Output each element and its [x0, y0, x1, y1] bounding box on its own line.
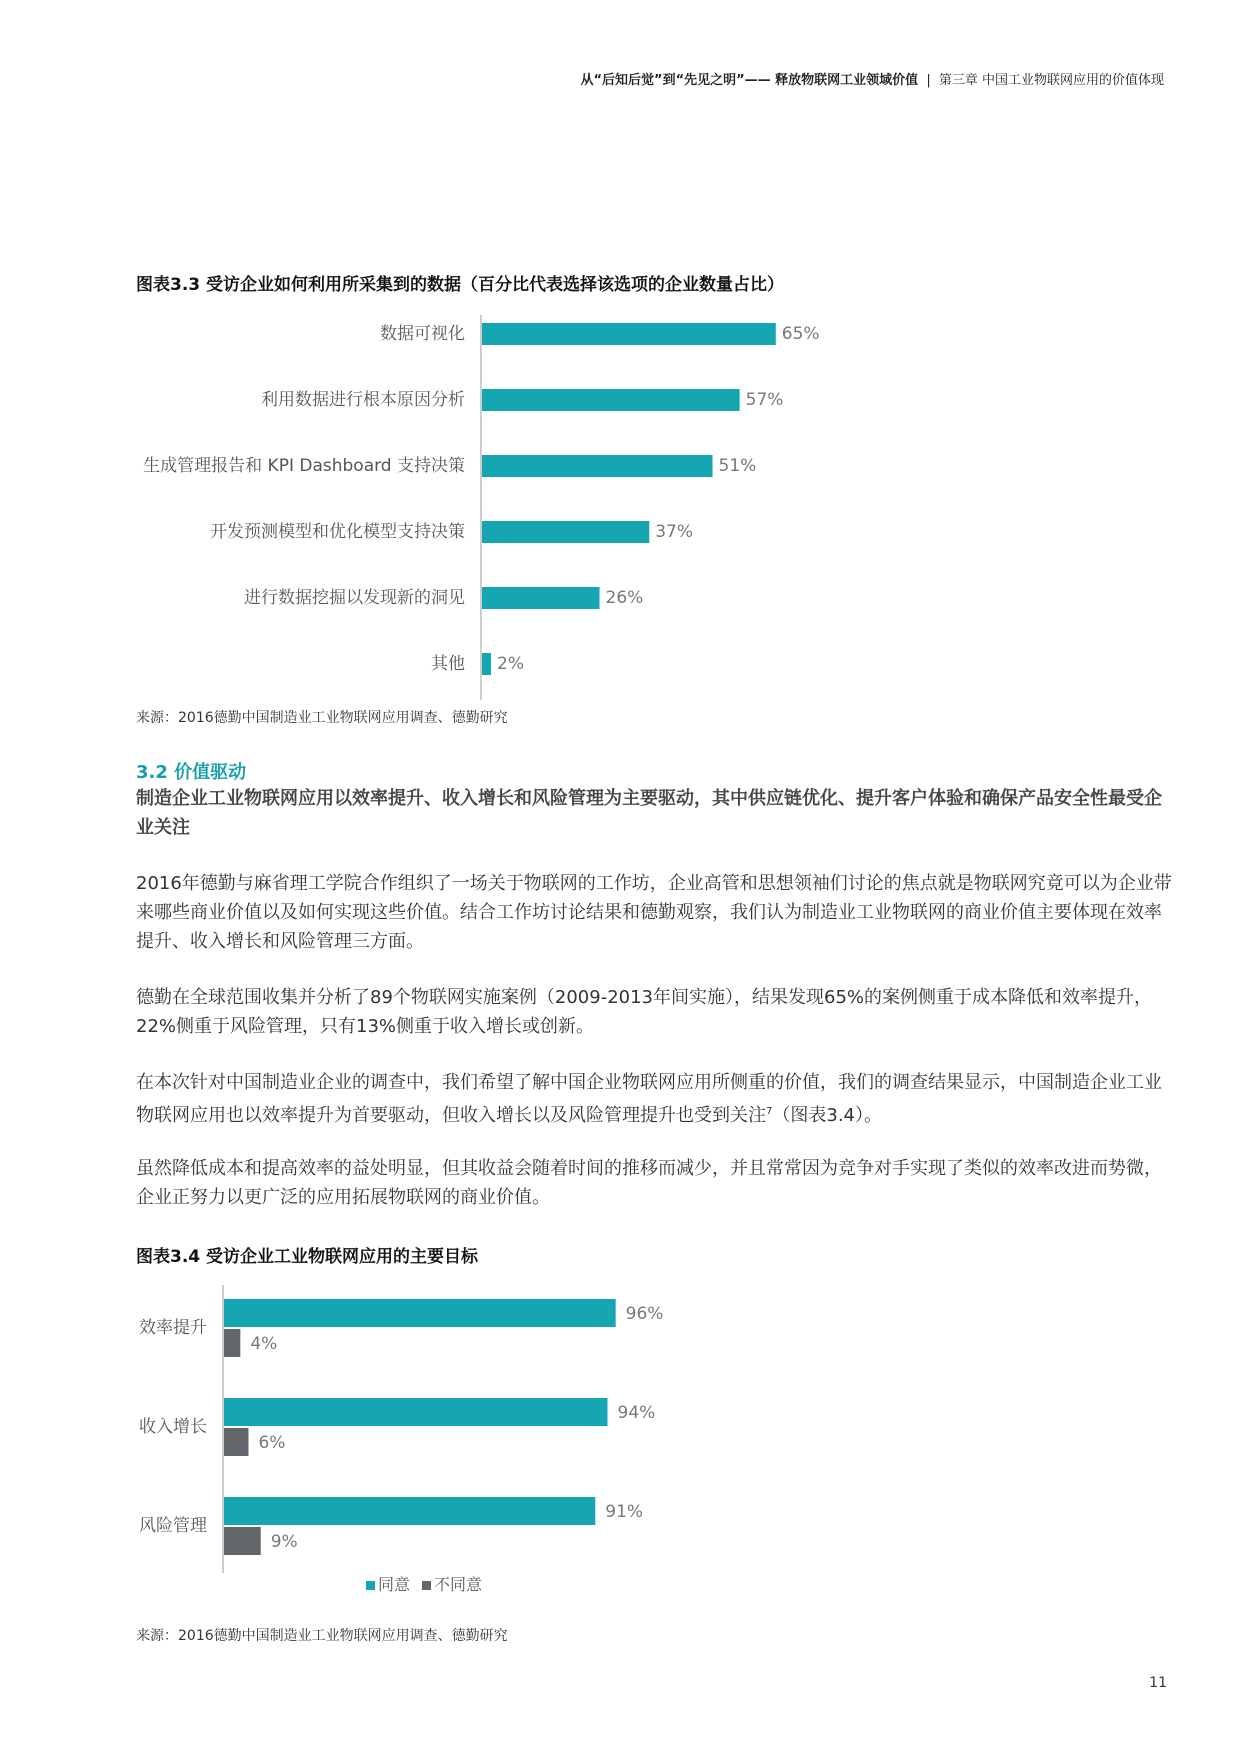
paragraph-1: 2016年德勤与麻省理工学院合作组织了一场关于物联网的工作坊，企业高管和思想领袖们讨论的焦点就是物联网究竟可以为企业带来哪些商业价值以及如何实现这些价值。结合工作坊讨论结果和德勤观察，我们认为制造业工业物联网的商业价值主要体现在效率提升、收入增长和风险管理三方面。 [136, 873, 1172, 952]
chapter-title: 第三章 中国工业物联网应用的价值体现 [938, 73, 1164, 88]
legend-swatch-disagree [422, 1581, 431, 1590]
chart-2-bar-disagree [224, 1428, 248, 1456]
figure-3-3-chart [0, 315, 1240, 710]
chart-2-bar-agree [224, 1398, 608, 1426]
figure-3-3-source: 来源：2016德勤中国制造业工业物联网应用调查、德勤研究 [136, 710, 508, 726]
chart-1-value-label: 26% [605, 588, 644, 608]
chart-2-category-label: 收入增长 [139, 1417, 207, 1437]
section-heading: 3.2 价值驱动 [136, 762, 247, 783]
chart-1-category-label: 数据可视化 [380, 324, 465, 344]
chart-1-bar [482, 455, 713, 477]
section-subheading: 制造企业工业物联网应用以效率提升、收入增长和风险管理为主要驱动，其中供应链优化、提升客户体验和确保产品安全性最受企业关注 [136, 788, 1162, 838]
chart-2-value-label: 4% [250, 1334, 278, 1354]
chart-2-bar-agree [224, 1497, 595, 1525]
paragraph-4: 虽然降低成本和提高效率的益处明显，但其收益会随着时间的推移而减少，并且常常因为竞争对手实现了类似的效率改进而势微，企业正努力以更广泛的应用拓展物联网的商业价值。 [136, 1158, 1162, 1208]
paragraph-3 [136, 1068, 1178, 1130]
chart-1-category-label: 生成管理报告和 KPI Dashboard 支持决策 [143, 456, 465, 476]
header-separator: | [926, 73, 931, 88]
chart-1-bar [482, 389, 740, 411]
chart-1-bar [482, 521, 649, 543]
chart-1-category-label: 其他 [431, 654, 465, 674]
chart-1-bar [482, 323, 776, 345]
chart-2-value-label: 91% [605, 1502, 644, 1522]
chart-2-value-label: 9% [270, 1532, 298, 1552]
figure-3-4-source: 来源：2016德勤中国制造业工业物联网应用调查、德勤研究 [136, 1628, 508, 1644]
chart-2-category-label: 效率提升 [139, 1318, 207, 1338]
legend-label-agree: 同意 [378, 1575, 411, 1594]
chart-1-value-label: 57% [745, 390, 784, 410]
chart-1-category-label: 利用数据进行根本原因分析 [261, 390, 465, 410]
chart-1-bar [482, 587, 600, 609]
chart-1-category-label: 进行数据挖掘以发现新的洞见 [244, 588, 465, 608]
chart-1-value-label: 51% [718, 456, 757, 476]
legend-label-disagree: 不同意 [434, 1575, 483, 1594]
paragraph-3-main: 在本次针对中国制造业企业的调查中，我们希望了解中国企业物联网应用所侧重的价值，我们的调查结果显示，中国制造企业工业物联网应用也以效率提升为首要驱动，但收入增长以及风险管理提升也受到关注 [136, 1072, 1162, 1126]
legend-swatch-agree [366, 1581, 375, 1590]
paragraph-2: 德勤在全球范围收集并分析了89个物联网实施案例（2009-2013年间实施），结果发现65%的案例侧重于成本降低和效率提升，22%侧重于风险管理，只有13%侧重于收入增长或创新。 [136, 987, 1153, 1037]
paragraph-3-end: （图表3.4）。 [772, 1105, 883, 1126]
chart-2-bar-agree [224, 1299, 616, 1327]
chart-2-category-label: 风险管理 [139, 1516, 207, 1536]
figure-3-4-chart [0, 1285, 1240, 1615]
chart-1-value-label: 65% [781, 324, 820, 344]
chart-1-bar [482, 653, 491, 675]
page-number: 11 [1149, 1675, 1167, 1691]
figure-3-3-title: 图表3.3 受访企业如何利用所采集到的数据（百分比代表选择该选项的企业数量占比） [136, 275, 785, 295]
figure-3-4-title: 图表3.4 受访企业工业物联网应用的主要目标 [136, 1247, 479, 1267]
chart-1-value-label: 2% [497, 654, 525, 674]
chart-2-bar-disagree [224, 1527, 261, 1555]
footnote-ref-7[interactable]: 7 [766, 1106, 773, 1117]
chart-1-value-label: 37% [655, 522, 694, 542]
chart-2-value-label: 94% [617, 1403, 656, 1423]
chart-1-category-label: 开发预测模型和优化模型支持决策 [210, 522, 465, 542]
running-header [580, 69, 1164, 88]
chart-2-value-label: 96% [625, 1304, 664, 1324]
report-title: 从“后知后觉”到“先见之明”—— 释放物联网工业领域价值 [580, 73, 919, 88]
chart-2-value-label: 6% [258, 1433, 286, 1453]
chart-2-bar-disagree [224, 1329, 240, 1357]
